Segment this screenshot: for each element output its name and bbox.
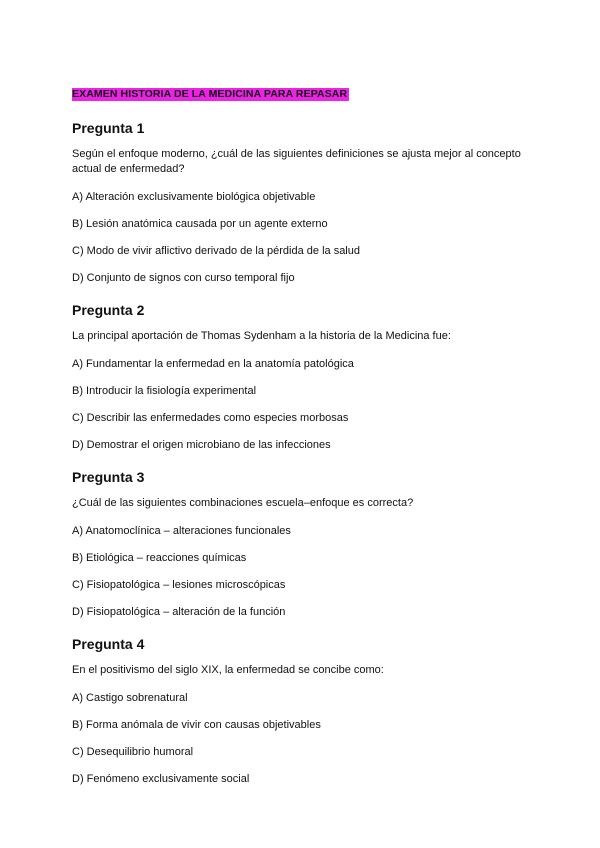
question-heading: Pregunta 1 — [72, 120, 145, 136]
option-b: B) Etiológica – reacciones químicas — [72, 552, 247, 564]
options-list — [72, 357, 532, 452]
question-heading: Pregunta 4 — [72, 636, 145, 652]
options-list — [72, 190, 532, 285]
option-a: A) Anatomoclínica – alteraciones funcionales — [72, 525, 291, 537]
question-heading: Pregunta 3 — [72, 469, 145, 485]
option-d: D) Fenómeno exclusivamente social — [72, 773, 250, 785]
option-a: A) Alteración exclusivamente biológica objetivable — [72, 191, 316, 203]
question-text: Según el enfoque moderno, ¿cuál de las siguientes definiciones se ajusta mejor al concepto actual de enfermedad? — [72, 148, 521, 175]
question-text: En el positivismo del siglo XIX, la enfermedad se concibe como: — [72, 664, 384, 676]
question-text: La principal aportación de Thomas Sydenham a la historia de la Medicina fue: — [72, 330, 451, 342]
option-a: A) Castigo sobrenatural — [72, 692, 188, 704]
question-3 — [72, 469, 532, 619]
document-page — [72, 84, 532, 786]
option-d: D) Demostrar el origen microbiano de las infecciones — [72, 439, 331, 451]
option-d: D) Conjunto de signos con curso temporal fijo — [72, 272, 295, 284]
option-b: B) Forma anómala de vivir con causas objetivables — [72, 719, 321, 731]
question-heading: Pregunta 2 — [72, 302, 145, 318]
question-1 — [72, 120, 532, 285]
question-2 — [72, 302, 532, 452]
options-list — [72, 524, 532, 619]
option-b: B) Introducir la fisiología experimental — [72, 385, 257, 397]
option-c: C) Modo de vivir aflictivo derivado de la pérdida de la salud — [72, 245, 360, 257]
option-a: A) Fundamentar la enfermedad en la anatomía patológica — [72, 358, 354, 370]
question-text: ¿Cuál de las siguientes combinaciones escuela–enfoque es correcta? — [72, 497, 414, 509]
option-b: B) Lesión anatómica causada por un agente externo — [72, 218, 328, 230]
options-list — [72, 691, 532, 786]
option-d: D) Fisiopatológica – alteración de la función — [72, 606, 286, 618]
option-c: C) Describir las enfermedades como especies morbosas — [72, 412, 349, 424]
question-4 — [72, 636, 532, 786]
option-c: C) Desequilibrio humoral — [72, 746, 194, 758]
option-c: C) Fisiopatológica – lesiones microscópicas — [72, 579, 286, 591]
document-title: EXAMEN HISTORIA DE LA MEDICINA PARA REPASAR — [72, 88, 348, 100]
